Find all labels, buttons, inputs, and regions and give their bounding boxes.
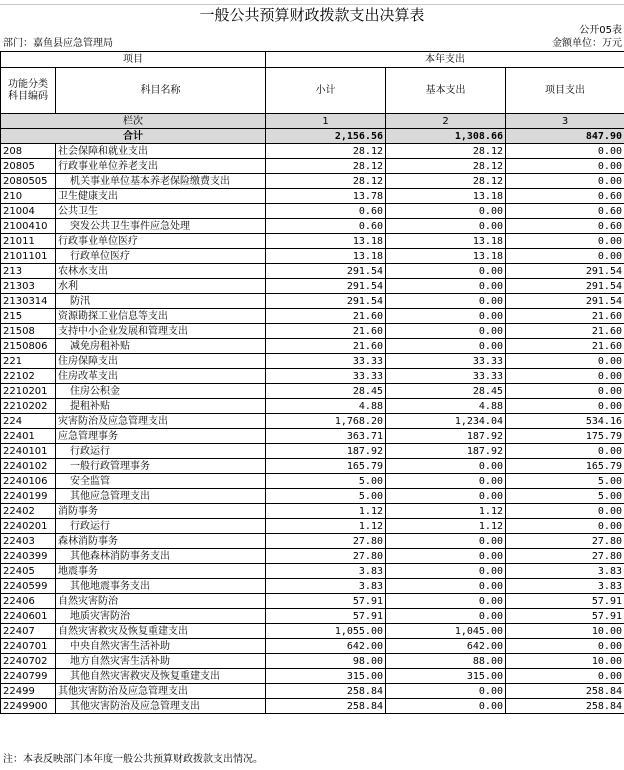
cell-code[interactable]: 22401 (1, 429, 56, 444)
cell-subject-name[interactable]: 地质灾害防治 (56, 609, 266, 624)
table-row (1, 474, 624, 489)
cell-code[interactable]: 22407 (1, 624, 56, 639)
cell-subject-name[interactable]: 地震事务 (56, 564, 266, 579)
cell-subject-name[interactable]: 灾害防治及应急管理支出 (56, 414, 266, 429)
cell-project[interactable]: 291.54 (506, 264, 624, 279)
cell-subtotal[interactable]: 3.83 (266, 564, 386, 579)
cell-basic[interactable]: 0.00 (386, 264, 506, 279)
cell-basic[interactable]: 1.12 (386, 519, 506, 534)
col-1[interactable]: 1 (266, 114, 386, 129)
cell-project[interactable]: 0.00 (506, 354, 624, 369)
cell-code[interactable]: 221 (1, 354, 56, 369)
cell-subtotal[interactable]: 28.45 (266, 384, 386, 399)
cell-basic[interactable]: 0.00 (386, 699, 506, 714)
cell-project[interactable]: 57.91 (506, 609, 624, 624)
cell-basic[interactable]: 0.00 (386, 219, 506, 234)
cell-subject-name[interactable]: 消防事务 (56, 504, 266, 519)
cell-code[interactable]: 22406 (1, 594, 56, 609)
cell-project[interactable]: 534.16 (506, 414, 624, 429)
table-row (1, 459, 624, 474)
cell-basic[interactable]: 0.00 (386, 609, 506, 624)
cell-code[interactable]: 213 (1, 264, 56, 279)
cell-code[interactable]: 22102 (1, 369, 56, 384)
cell-code[interactable]: 22403 (1, 534, 56, 549)
cell-code[interactable]: 22405 (1, 564, 56, 579)
cell-project[interactable]: 0.00 (506, 444, 624, 459)
cell-project[interactable]: 5.00 (506, 474, 624, 489)
table-row (1, 144, 624, 159)
footnote: 注：本表反映部门本年度一般公共预算财政拨款支出情况。 (3, 754, 263, 765)
table-row (1, 549, 624, 564)
cell-subject-name[interactable]: 行政事业单位养老支出 (56, 159, 266, 174)
table-row (1, 579, 624, 594)
cell-subject-name[interactable]: 农林水支出 (56, 264, 266, 279)
cell-project[interactable]: 0.00 (506, 519, 624, 534)
cell-code[interactable]: 2101101 (1, 249, 56, 264)
cell-subject-name[interactable]: 其他森林消防事务支出 (56, 549, 266, 564)
cell-subtotal[interactable]: 13.78 (266, 189, 386, 204)
col-2[interactable]: 2 (386, 114, 506, 129)
cell-basic[interactable]: 642.00 (386, 639, 506, 654)
cell-basic[interactable]: 0.00 (386, 339, 506, 354)
cell-code[interactable]: 2240702 (1, 654, 56, 669)
cell-basic[interactable]: 0.00 (386, 579, 506, 594)
cell-subject-name[interactable]: 卫生健康支出 (56, 189, 266, 204)
cell-code[interactable]: 2240799 (1, 669, 56, 684)
cell-project[interactable]: 0.60 (506, 189, 624, 204)
table-row (1, 309, 624, 324)
table-row (1, 399, 624, 414)
table-row (1, 654, 624, 669)
cell-code[interactable]: 2240101 (1, 444, 56, 459)
cell-project[interactable]: 0.00 (506, 504, 624, 519)
cell-project[interactable]: 10.00 (506, 654, 624, 669)
cell-subject-name[interactable]: 一般行政管理事务 (56, 459, 266, 474)
cell-subtotal[interactable]: 315.00 (266, 669, 386, 684)
table-row (1, 189, 624, 204)
cell-subject-name[interactable]: 住房公积金 (56, 384, 266, 399)
table-row (1, 684, 624, 699)
column-no-label[interactable]: 栏次 (1, 114, 266, 129)
cell-subtotal[interactable]: 187.92 (266, 444, 386, 459)
cell-project[interactable]: 0.00 (506, 249, 624, 264)
cell-subtotal[interactable]: 3.83 (266, 579, 386, 594)
cell-subject-name[interactable]: 行政运行 (56, 519, 266, 534)
cell-project[interactable]: 21.60 (506, 324, 624, 339)
cell-code[interactable]: 2240601 (1, 609, 56, 624)
cell-subtotal[interactable]: 0.60 (266, 204, 386, 219)
cell-subject-name[interactable]: 住房改革支出 (56, 369, 266, 384)
cell-basic[interactable]: 0.00 (386, 684, 506, 699)
cell-basic[interactable]: 0.00 (386, 279, 506, 294)
table-row (1, 294, 624, 309)
cell-basic[interactable]: 13.18 (386, 189, 506, 204)
cell-project[interactable]: 3.83 (506, 579, 624, 594)
cell-project[interactable]: 291.54 (506, 279, 624, 294)
cell-project[interactable]: 5.00 (506, 489, 624, 504)
cell-basic[interactable]: 28.12 (386, 159, 506, 174)
cell-subject-name[interactable]: 其他应急管理支出 (56, 489, 266, 504)
cell-subject-name[interactable]: 安全监管 (56, 474, 266, 489)
cell-basic[interactable]: 28.12 (386, 144, 506, 159)
cell-subject-name[interactable]: 地方自然灾害生活补助 (56, 654, 266, 669)
cell-subject-name[interactable]: 资源勘探工业信息等支出 (56, 309, 266, 324)
table-row (1, 234, 624, 249)
cell-subject-name[interactable]: 支持中小企业发展和管理支出 (56, 324, 266, 339)
cell-code[interactable]: 2100410 (1, 219, 56, 234)
header-func-code[interactable]: 功能分类 科目编码 (1, 68, 56, 114)
cell-subject-name[interactable]: 防汛 (56, 294, 266, 309)
cell-code[interactable]: 208 (1, 144, 56, 159)
table-row (1, 444, 624, 459)
cell-subtotal[interactable]: 13.18 (266, 249, 386, 264)
cell-code[interactable]: 21011 (1, 234, 56, 249)
cell-code[interactable]: 2130314 (1, 294, 56, 309)
cell-project[interactable]: 165.79 (506, 459, 624, 474)
cell-subject-name[interactable]: 森林消防事务 (56, 534, 266, 549)
table-row (1, 564, 624, 579)
cell-code[interactable]: 2240201 (1, 519, 56, 534)
cell-basic[interactable]: 187.92 (386, 444, 506, 459)
cell-code[interactable]: 210 (1, 189, 56, 204)
cell-basic[interactable]: 0.00 (386, 534, 506, 549)
cell-code[interactable]: 21303 (1, 279, 56, 294)
cell-project[interactable]: 0.60 (506, 204, 624, 219)
cell-subtotal[interactable]: 27.80 (266, 534, 386, 549)
cell-project[interactable]: 291.54 (506, 294, 624, 309)
cell-code[interactable]: 2249900 (1, 699, 56, 714)
cell-subtotal[interactable]: 1,768.20 (266, 414, 386, 429)
cell-basic[interactable]: 187.92 (386, 429, 506, 444)
cell-basic[interactable]: 0.00 (386, 294, 506, 309)
cell-basic[interactable]: 0.00 (386, 549, 506, 564)
cell-basic[interactable]: 28.45 (386, 384, 506, 399)
cell-subject-name[interactable]: 其他灾害防治及应急管理支出 (56, 684, 266, 699)
cell-subtotal[interactable]: 363.71 (266, 429, 386, 444)
cell-basic[interactable]: 0.00 (386, 564, 506, 579)
cell-basic[interactable]: 28.12 (386, 174, 506, 189)
cell-code[interactable]: 2240106 (1, 474, 56, 489)
cell-subtotal[interactable]: 28.12 (266, 159, 386, 174)
cell-subtotal[interactable]: 28.12 (266, 144, 386, 159)
header-current-year[interactable]: 本年支出 (266, 52, 624, 68)
table-row (1, 699, 624, 714)
table-row (1, 609, 624, 624)
cell-subject-name[interactable]: 行政事业单位医疗 (56, 234, 266, 249)
header-project[interactable]: 项目 (1, 52, 266, 68)
cell-project[interactable]: 0.60 (506, 219, 624, 234)
cell-project[interactable]: 0.00 (506, 384, 624, 399)
cell-project[interactable]: 27.80 (506, 549, 624, 564)
cell-subject-name[interactable]: 机关事业单位基本养老保险缴费支出 (56, 174, 266, 189)
cell-subject-name[interactable]: 行政运行 (56, 444, 266, 459)
cell-project[interactable]: 0.00 (506, 159, 624, 174)
cell-project[interactable]: 0.00 (506, 669, 624, 684)
cell-basic[interactable]: 0.00 (386, 489, 506, 504)
cell-basic[interactable]: 13.18 (386, 234, 506, 249)
cell-code[interactable]: 2210201 (1, 384, 56, 399)
table-row (1, 414, 624, 429)
cell-subtotal[interactable]: 5.00 (266, 489, 386, 504)
table-row (1, 279, 624, 294)
table-row (1, 249, 624, 264)
cell-subtotal[interactable]: 28.12 (266, 174, 386, 189)
header-row-1 (1, 52, 624, 68)
cell-subtotal[interactable]: 21.60 (266, 309, 386, 324)
cell-project[interactable]: 0.00 (506, 399, 624, 414)
cell-subtotal[interactable]: 21.60 (266, 339, 386, 354)
cell-basic[interactable]: 315.00 (386, 669, 506, 684)
table-row (1, 264, 624, 279)
page-title: 一般公共预算财政拨款支出决算表 (199, 6, 425, 24)
cell-project[interactable]: 0.00 (506, 234, 624, 249)
table-row (1, 429, 624, 444)
table-row (1, 669, 624, 684)
cell-subject-name[interactable]: 其他地震事务支出 (56, 579, 266, 594)
cell-subtotal[interactable]: 4.88 (266, 399, 386, 414)
total-label[interactable]: 合计 (1, 129, 266, 144)
cell-project[interactable]: 258.84 (506, 699, 624, 714)
table-row (1, 534, 624, 549)
cell-basic[interactable]: 0.00 (386, 474, 506, 489)
cell-project[interactable]: 27.80 (506, 534, 624, 549)
header-project-exp[interactable]: 项目支出 (506, 68, 624, 114)
cell-code[interactable]: 224 (1, 414, 56, 429)
cell-subtotal[interactable]: 258.84 (266, 699, 386, 714)
cell-subject-name[interactable]: 突发公共卫生事件应急处理 (56, 219, 266, 234)
cell-basic[interactable]: 0.00 (386, 204, 506, 219)
table-row (1, 384, 624, 399)
expenditure-table (0, 51, 624, 714)
cell-subtotal[interactable]: 33.33 (266, 369, 386, 384)
total-subtotal[interactable]: 2,156.56 (266, 129, 386, 144)
cell-project[interactable]: 21.60 (506, 339, 624, 354)
cell-subtotal[interactable]: 291.54 (266, 294, 386, 309)
cell-subtotal[interactable]: 21.60 (266, 324, 386, 339)
cell-subtotal[interactable]: 98.00 (266, 654, 386, 669)
cell-subject-name[interactable]: 自然灾害防治 (56, 594, 266, 609)
cell-basic[interactable]: 0.00 (386, 309, 506, 324)
cell-project[interactable]: 10.00 (506, 624, 624, 639)
cell-code[interactable]: 20805 (1, 159, 56, 174)
total-row (1, 129, 624, 144)
cell-code[interactable]: 2240701 (1, 639, 56, 654)
table-row (1, 594, 624, 609)
cell-project[interactable]: 0.00 (506, 639, 624, 654)
cell-subtotal[interactable]: 33.33 (266, 354, 386, 369)
cell-basic[interactable]: 13.18 (386, 249, 506, 264)
table-row (1, 639, 624, 654)
total-project[interactable]: 847.90 (506, 129, 624, 144)
cell-subtotal[interactable]: 1.12 (266, 519, 386, 534)
cell-subject-name[interactable]: 提租补贴 (56, 399, 266, 414)
cell-subtotal[interactable]: 0.60 (266, 219, 386, 234)
cell-subject-name[interactable]: 住房保障支出 (56, 354, 266, 369)
department-label: 部门：嘉鱼县应急管理局 (3, 38, 113, 49)
cell-code[interactable]: 2150806 (1, 339, 56, 354)
cell-subject-name[interactable]: 公共卫生 (56, 204, 266, 219)
cell-subtotal[interactable]: 291.54 (266, 264, 386, 279)
form-code: 公开05表 (579, 25, 622, 36)
table-row (1, 159, 624, 174)
cell-project[interactable]: 57.91 (506, 594, 624, 609)
table-row (1, 519, 624, 534)
cell-subject-name[interactable]: 其他自然灾害救灾及恢复重建支出 (56, 669, 266, 684)
cell-code[interactable]: 2210202 (1, 399, 56, 414)
cell-code[interactable]: 215 (1, 309, 56, 324)
cell-basic[interactable]: 33.33 (386, 354, 506, 369)
cell-code[interactable]: 2240199 (1, 489, 56, 504)
cell-basic[interactable]: 33.33 (386, 369, 506, 384)
table-row (1, 174, 624, 189)
cell-subtotal[interactable]: 291.54 (266, 279, 386, 294)
table-row (1, 324, 624, 339)
cell-subject-name[interactable]: 自然灾害救灾及恢复重建支出 (56, 624, 266, 639)
cell-code[interactable]: 21508 (1, 324, 56, 339)
cell-basic[interactable]: 0.00 (386, 324, 506, 339)
cell-subtotal[interactable]: 1.12 (266, 504, 386, 519)
cell-project[interactable]: 0.00 (506, 144, 624, 159)
cell-basic[interactable]: 1,234.04 (386, 414, 506, 429)
cell-subtotal[interactable]: 1,055.00 (266, 624, 386, 639)
cell-code[interactable]: 2240102 (1, 459, 56, 474)
table-row (1, 354, 624, 369)
column-number-row (1, 114, 624, 129)
cell-basic[interactable]: 1.12 (386, 504, 506, 519)
cell-subtotal[interactable]: 165.79 (266, 459, 386, 474)
cell-subtotal[interactable]: 642.00 (266, 639, 386, 654)
cell-basic[interactable]: 4.88 (386, 399, 506, 414)
cell-subtotal[interactable]: 13.18 (266, 234, 386, 249)
header-subtotal[interactable]: 小计 (266, 68, 386, 114)
cell-subject-name[interactable]: 其他灾害防治及应急管理支出 (56, 699, 266, 714)
table-row (1, 339, 624, 354)
cell-subject-name[interactable]: 应急管理事务 (56, 429, 266, 444)
cell-code[interactable]: 21004 (1, 204, 56, 219)
col-3[interactable]: 3 (506, 114, 624, 129)
cell-code[interactable]: 2240599 (1, 579, 56, 594)
table-row (1, 504, 624, 519)
cell-code[interactable]: 22402 (1, 504, 56, 519)
cell-basic[interactable]: 0.00 (386, 459, 506, 474)
cell-project[interactable]: 0.00 (506, 369, 624, 384)
cell-project[interactable]: 0.00 (506, 174, 624, 189)
table-row (1, 489, 624, 504)
cell-code[interactable]: 22499 (1, 684, 56, 699)
table-row (1, 369, 624, 384)
cell-subtotal[interactable]: 27.80 (266, 549, 386, 564)
cell-project[interactable]: 258.84 (506, 684, 624, 699)
cell-code[interactable]: 2080505 (1, 174, 56, 189)
cell-code[interactable]: 2240399 (1, 549, 56, 564)
cell-subtotal[interactable]: 258.84 (266, 684, 386, 699)
total-basic[interactable]: 1,308.66 (386, 129, 506, 144)
header-subject-name[interactable]: 科目名称 (56, 68, 266, 114)
cell-project[interactable]: 3.83 (506, 564, 624, 579)
cell-subject-name[interactable]: 行政单位医疗 (56, 249, 266, 264)
cell-project[interactable]: 175.79 (506, 429, 624, 444)
table-row (1, 624, 624, 639)
cell-subject-name[interactable]: 中央自然灾害生活补助 (56, 639, 266, 654)
unit-label: 金额单位：万元 (552, 38, 622, 49)
cell-subtotal[interactable]: 57.91 (266, 594, 386, 609)
header-basic[interactable]: 基本支出 (386, 68, 506, 114)
cell-subject-name[interactable]: 社会保障和就业支出 (56, 144, 266, 159)
cell-basic[interactable]: 0.00 (386, 594, 506, 609)
cell-subtotal[interactable]: 5.00 (266, 474, 386, 489)
cell-subtotal[interactable]: 57.91 (266, 609, 386, 624)
header-row-2 (1, 68, 624, 114)
cell-subject-name[interactable]: 水利 (56, 279, 266, 294)
cell-project[interactable]: 21.60 (506, 309, 624, 324)
cell-subject-name[interactable]: 减免房租补贴 (56, 339, 266, 354)
cell-basic[interactable]: 1,045.00 (386, 624, 506, 639)
cell-basic[interactable]: 88.00 (386, 654, 506, 669)
table-row (1, 204, 624, 219)
table-row (1, 219, 624, 234)
